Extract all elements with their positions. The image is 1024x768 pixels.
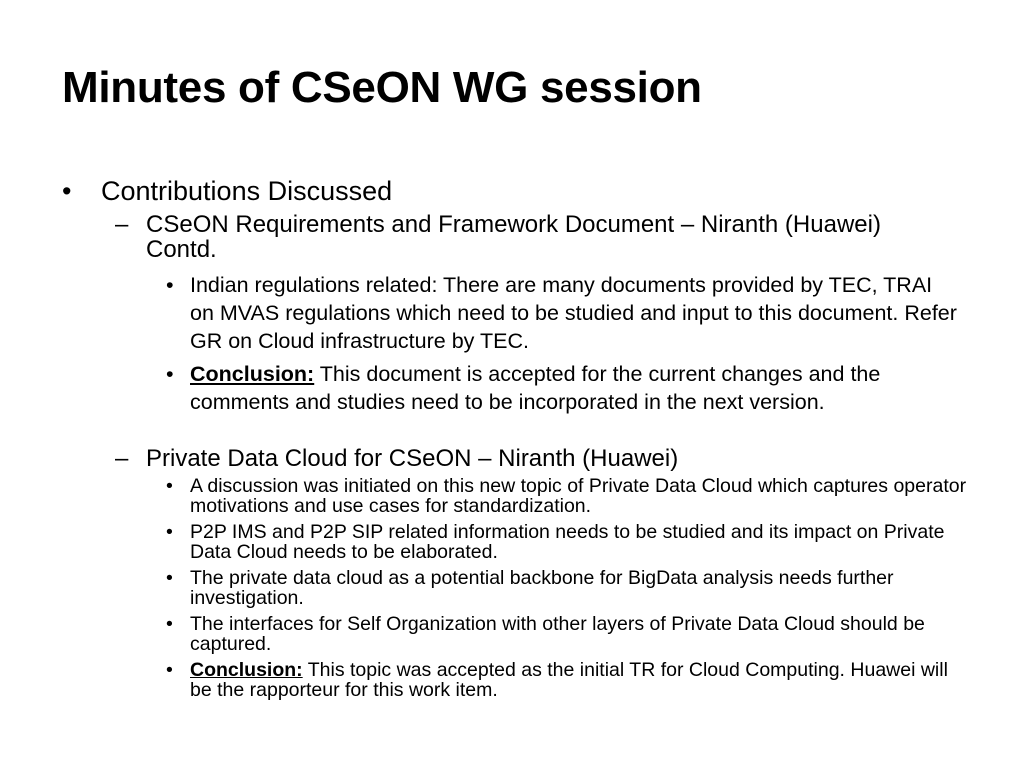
conclusion-label: Conclusion: (190, 362, 315, 386)
list-item (190, 523, 970, 562)
point-text: The private data cloud as a potential backbone for BigData analysis needs further investigation. (190, 567, 894, 609)
list-item (190, 271, 960, 355)
list-item (190, 477, 970, 516)
bullet-dot: • (166, 475, 173, 497)
bullet-dash: – (115, 211, 129, 238)
bullet-dot: • (166, 567, 173, 589)
point-text: This topic was accepted as the initial TR for Cloud Computing. Huawei will be the rapporteur for this work item. (190, 659, 948, 701)
bullet-dot: • (166, 613, 173, 635)
point-text: This document is accepted for the current changes and the comments and studies need to be incorporated in the next version. (190, 362, 881, 414)
list-item (190, 661, 950, 700)
conclusion-label: Conclusion: (190, 659, 303, 681)
bullet-dot: • (166, 273, 174, 297)
item-heading: Private Data Cloud for CSeON – Niranth (Huawei) (146, 445, 679, 472)
bullet-dash: – (115, 445, 129, 472)
bullet-dot: • (62, 176, 72, 206)
bullet-dot: • (166, 659, 173, 681)
section-heading: Contributions Discussed (101, 176, 393, 206)
point-text: A discussion was initiated on this new topic of Private Data Cloud which captures operator motivations and use cases for standardization. (190, 475, 967, 517)
point-text: P2P IMS and P2P SIP related information needs to be studied and its impact on Private Data Cloud needs to be elaborated. (190, 521, 945, 563)
list-item (190, 360, 960, 416)
list-item (190, 615, 950, 654)
bullet-dot: • (166, 521, 173, 543)
slide-title: Minutes of CSeON WG session (62, 63, 702, 112)
bullet-dot: • (166, 362, 174, 386)
point-text: Indian regulations related: There are many documents provided by TEC, TRAI on MVAS regulations which need to be studied and input to this document. Refer GR on Cloud infrastructure by TEC. (190, 273, 957, 353)
point-text: The interfaces for Self Organization with other layers of Private Data Cloud should be captured. (190, 613, 925, 655)
item-heading: CSeON Requirements and Framework Document – Niranth (Huawei) Contd. (146, 211, 881, 263)
list-item (190, 569, 950, 608)
